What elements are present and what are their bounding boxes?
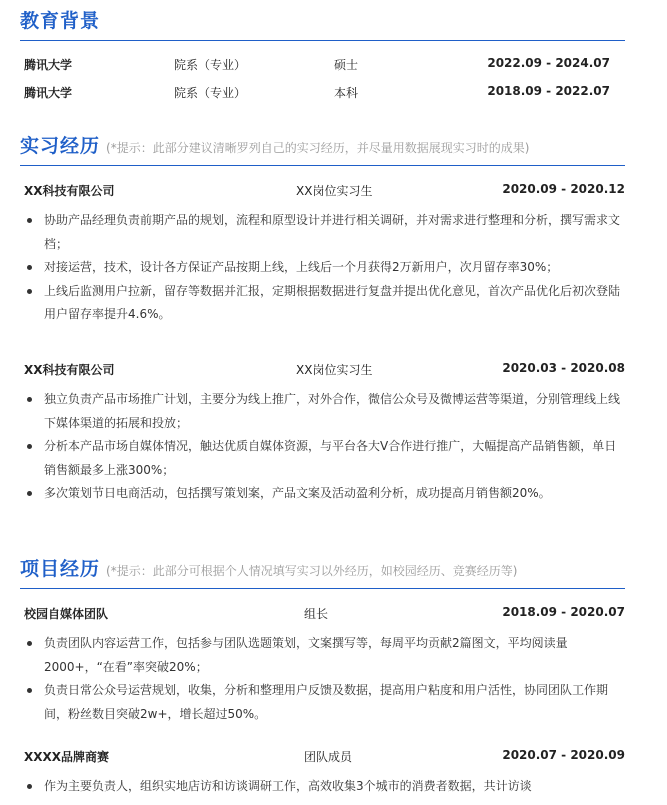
project-name: 校园自媒体团队 bbox=[24, 607, 109, 621]
list-item: 作为主要负责人，组织实地店访和访谈调研工作，高效收集3个城市的消费者数据，共计访谈 bbox=[24, 775, 625, 799]
list-item: 协助产品经理负责前期产品的规划，流程和原型设计并进行相关调研，并对需求进行整理和分析，撰写需求文档； bbox=[24, 209, 625, 256]
project-entry-header bbox=[24, 605, 625, 625]
job-role: XX岗位实习生 bbox=[296, 363, 373, 377]
degree: 硕士 bbox=[334, 58, 359, 72]
project-bullet-list bbox=[24, 775, 625, 799]
internship-section bbox=[20, 131, 625, 166]
date-range: 2022.09 - 2024.07 bbox=[487, 56, 610, 70]
project-hint: (*提示：此部分可根据个人情况填写实习以外经历，如校园经历、竞赛经历等) bbox=[106, 564, 518, 578]
project-section bbox=[20, 554, 625, 589]
internship-entry-header bbox=[24, 182, 625, 202]
date-range: 2020.07 - 2020.09 bbox=[502, 748, 625, 762]
project-bullet-list bbox=[24, 632, 625, 726]
date-range: 2020.09 - 2020.12 bbox=[502, 182, 625, 196]
department: 院系（专业） bbox=[174, 86, 247, 100]
education-title: 教育背景 bbox=[20, 10, 101, 32]
project-header bbox=[20, 554, 625, 584]
date-range: 2020.03 - 2020.08 bbox=[502, 361, 625, 375]
education-divider bbox=[20, 40, 625, 41]
project-title: 项目经历 bbox=[20, 558, 101, 580]
date-range: 2018.09 - 2020.07 bbox=[502, 605, 625, 619]
education-row bbox=[24, 84, 625, 104]
education-row bbox=[24, 56, 625, 76]
list-item: 负责日常公众号运营规划，收集，分析和整理用户反馈及数据，提高用户粘度和用户活性，协同团队工作期间，粉丝数目突破2w+，增长超过50%。 bbox=[24, 679, 625, 726]
school-name: 腾讯大学 bbox=[24, 58, 73, 72]
list-item: 负责团队内容运营工作，包括参与团队选题策划，文案撰写等，每周平均贡献2篇图文，平均阅读量2000+，“在看”率突破20%； bbox=[24, 632, 625, 679]
internship-bullet-list bbox=[24, 209, 625, 327]
list-item: 独立负责产品市场推广计划，主要分为线上推广，对外合作，微信公众号及微博运营等渠道，分别管理线上线下媒体渠道的拓展和投放； bbox=[24, 388, 625, 435]
project-role: 组长 bbox=[304, 607, 329, 621]
project-name: XXXX品牌商赛 bbox=[24, 750, 110, 764]
school-name: 腾讯大学 bbox=[24, 86, 73, 100]
job-role: XX岗位实习生 bbox=[296, 184, 373, 198]
education-section bbox=[20, 6, 625, 41]
internship-header bbox=[20, 131, 625, 161]
internship-bullet-list bbox=[24, 388, 625, 506]
education-header bbox=[20, 6, 625, 36]
internship-entry-header bbox=[24, 361, 625, 381]
project-divider bbox=[20, 588, 625, 589]
project-role: 团队成员 bbox=[304, 750, 353, 764]
department: 院系（专业） bbox=[174, 58, 247, 72]
date-range: 2018.09 - 2022.07 bbox=[487, 84, 610, 98]
list-item: 上线后监测用户拉新，留存等数据并汇报，定期根据数据进行复盘并提出优化意见，首次产品优化后初次登陆用户留存率提升4.6%。 bbox=[24, 280, 625, 327]
list-item: 对接运营，技术，设计各方保证产品按期上线，上线后一个月获得2万新用户，次月留存率30%； bbox=[24, 256, 625, 280]
project-entry-header bbox=[24, 748, 625, 768]
company-name: XX科技有限公司 bbox=[24, 184, 115, 198]
company-name: XX科技有限公司 bbox=[24, 363, 115, 377]
internship-title: 实习经历 bbox=[20, 135, 101, 157]
list-item: 分析本产品市场自媒体情况，触达优质自媒体资源，与平台各大V合作进行推广，大幅提高产品销售额，单日销售额最多上涨300%； bbox=[24, 435, 625, 482]
list-item: 多次策划节日电商活动，包括撰写策划案，产品文案及活动盈利分析，成功提高月销售额20%。 bbox=[24, 482, 625, 506]
internship-divider bbox=[20, 165, 625, 166]
degree: 本科 bbox=[334, 86, 359, 100]
internship-hint: (*提示：此部分建议清晰罗列自己的实习经历，并尽量用数据展现实习时的成果) bbox=[106, 141, 530, 155]
